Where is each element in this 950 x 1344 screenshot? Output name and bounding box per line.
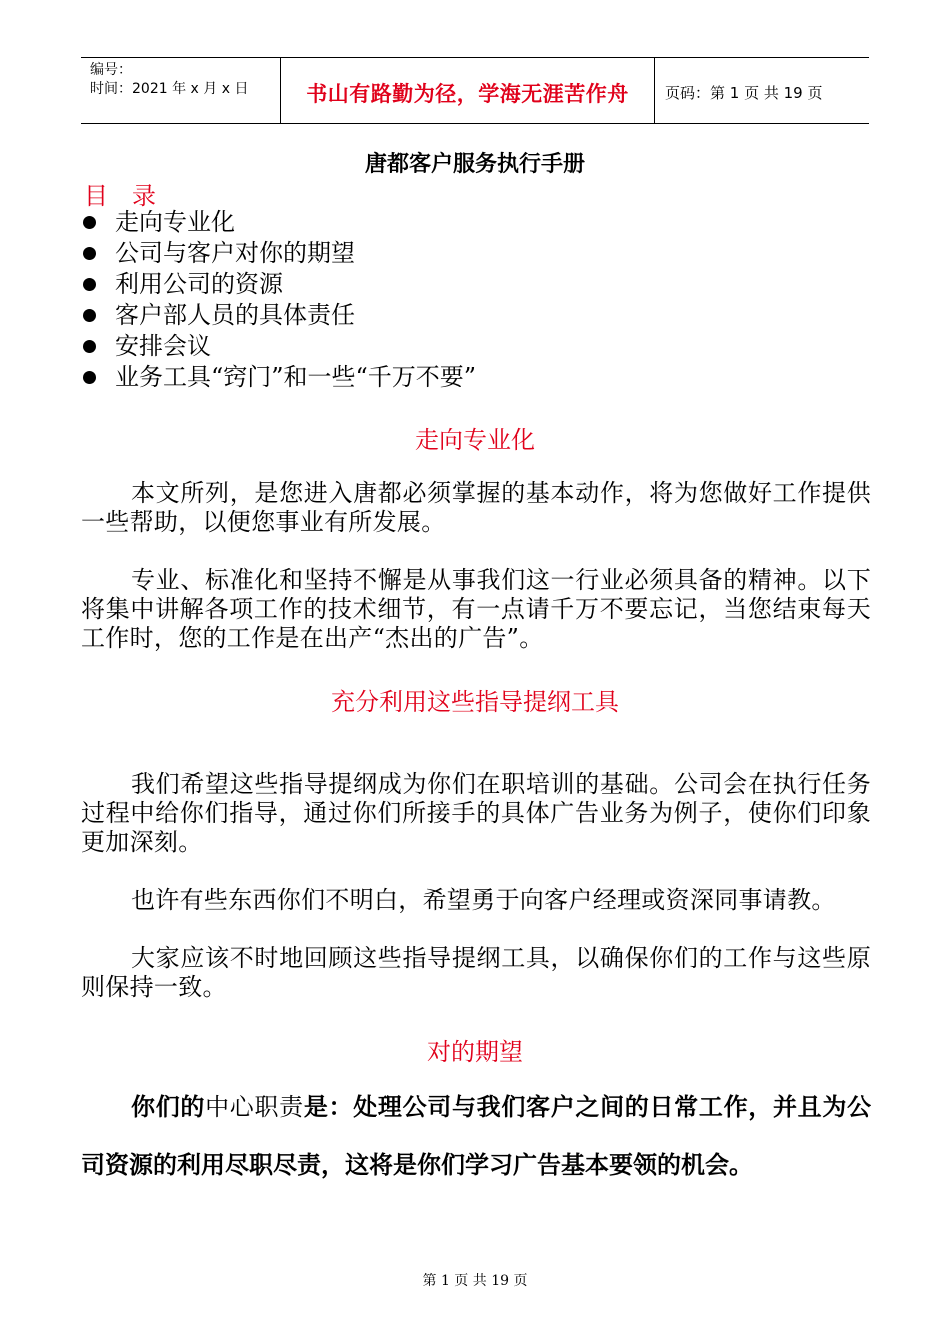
bullet-icon [83, 216, 96, 229]
paragraph: 也许有些东西你们不明白，希望勇于向客户经理或资深同事请教。 [131, 886, 836, 914]
header-motto: 书山有路勤为径，学海无涯苦作舟 [306, 82, 629, 106]
header-number-label: 编号： [90, 62, 132, 78]
toc-item [81, 300, 476, 331]
bullet-icon [83, 340, 96, 353]
toc-item-label: 安排会议 [115, 332, 211, 360]
document-title: 唐都客户服务执行手册 [364, 151, 585, 177]
toc-item-label: 客户部人员的具体责任 [115, 301, 355, 329]
toc-item-label: 业务工具“窍门”和一些“千万不要” [115, 363, 477, 391]
bullet-icon [83, 309, 96, 322]
header-date-label: 时间：2021 年 x 月 x 日 [90, 81, 249, 97]
toc-item [81, 207, 476, 238]
toc-item [81, 362, 476, 393]
page-footer: 第 1 页 共 19 页 [422, 1273, 528, 1289]
paragraph: 大家应该不时地回顾这些指导提纲工具，以确保你们的工作与这些原则保持一致。 [81, 944, 871, 1001]
bold-text: 是：处理公司与我们客户之间的日常工作，并且为公司资源的利用尽职尽责，这将是你们学习广告基本要领的机会。 [81, 1092, 872, 1179]
toc-item [81, 238, 476, 269]
section-heading-guidelines: 充分利用这些指导提纲工具 [331, 688, 619, 716]
section-heading-expectations: 对的期望 [427, 1038, 523, 1066]
toc-item-label: 走向专业化 [115, 208, 235, 236]
key-responsibility-paragraph [81, 1078, 871, 1193]
normal-text: 中心职责 [205, 1093, 304, 1121]
bullet-icon [83, 371, 96, 384]
toc-item [81, 269, 476, 300]
page-header [81, 57, 869, 124]
paragraph: 专业、标准化和坚持不懈是从事我们这一行业必须具备的精神。以下将集中讲解各项工作的技术细节，有一点请千万不要忘记，当您结束每天工作时，您的工作是在出产“杰出的广告”。 [81, 566, 871, 652]
bullet-icon [83, 278, 96, 291]
toc-item-label: 公司与客户对你的期望 [115, 239, 355, 267]
toc-item-label: 利用公司的资源 [115, 270, 283, 298]
header-divider [654, 58, 655, 124]
toc-item [81, 331, 476, 362]
paragraph: 本文所列，是您进入唐都必须掌握的基本动作，将为您做好工作提供一些帮助，以便您事业有所发展。 [81, 479, 871, 536]
header-meta [90, 61, 248, 99]
paragraph: 我们希望这些指导提纲成为你们在职培训的基础。公司会在执行任务过程中给你们指导，通过你们所接手的具体广告业务为例子，使你们印象更加深刻。 [81, 770, 871, 856]
bold-text: 你们的 [131, 1092, 206, 1121]
header-page-info: 页码：第 1 页 共 19 页 [665, 84, 823, 102]
bullet-icon [83, 247, 96, 260]
toc-list [81, 207, 476, 393]
section-heading-professionalism: 走向专业化 [415, 426, 535, 454]
toc-heading: 目录 [84, 182, 180, 210]
